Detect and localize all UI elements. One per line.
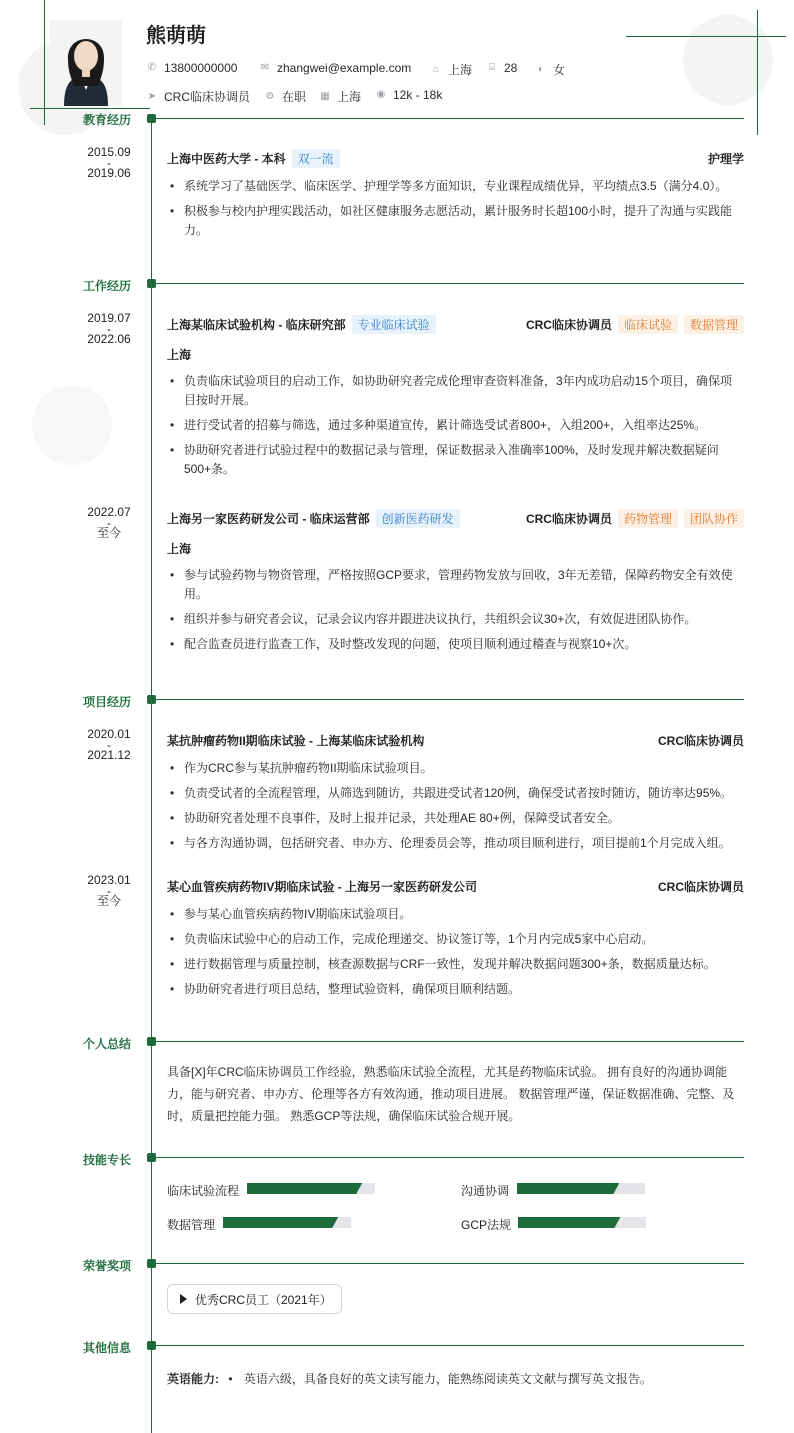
list-item: • 配合监查员进行监查工作，及时整改发现的问题，使项目顺利通过稽查与视察10+次。 [167,635,744,654]
email: ✉ zhangwei@example.com [260,61,412,75]
education-tag: 双一流 [292,149,340,168]
project-role: CRC临床协调员 [658,734,744,748]
decor-line [30,108,150,109]
skill-bar-fill [518,1217,620,1228]
education-date: 2015.09 - 2019.06 [87,145,131,180]
list-item: • 进行受试者的招募与筛选，通过多种渠道宣传，累计筛选受试者800+，入组200+，入组率达25%。 [167,416,744,435]
decor-line [44,0,45,125]
decor-line [626,36,786,37]
work-company: 上海某临床试验机构 - 临床研究部 专业临床试验 [167,315,436,334]
list-item: • 协助研究者处理不良事件，及时上报并记录，共处理AE 80+例，保障受试者安全。 [167,809,744,828]
section-title-education: 教育经历 [83,113,132,127]
skill-bar [517,1183,645,1194]
cake-icon: ⌸ [489,62,495,73]
coin-icon: ◉ [376,89,386,100]
education-major: 护理学 [707,152,744,166]
skill-name: 数据管理 [167,1218,216,1232]
home-icon: ⌂ [432,63,440,75]
work-bullets [167,372,744,485]
work-city: 上海 [167,542,192,556]
role-tag: 临床试验 [618,315,678,334]
timeline-dot [147,1153,156,1162]
job-target: ➤ CRC临床协调员 [147,90,250,104]
project-role: CRC临床协调员 [658,880,744,894]
project-date: 2020.01 - 2021.12 [87,727,131,762]
section-divider [156,118,744,119]
timeline-dot [147,1341,156,1350]
list-item: • 参与试验药物与物资管理，严格按照GCP要求，管理药物发放与回收，3年无差错，保障药物安全有效使用。 [167,566,744,604]
skill-name: 临床试验流程 [167,1184,240,1198]
education-school: 上海中医药大学 - 本科 双一流 [167,149,340,168]
project-title: 某心血管疾病药物IV期临床试验 - 上海另一家医药研发公司 [167,880,478,894]
play-triangle-icon [180,1294,187,1304]
list-item: • 组织并参与研究者会议，记录会议内容并跟进决议执行，共组织会议30+次，有效促进团队协作。 [167,610,744,629]
work-role: CRC临床协调员 临床试验 数据管理 [526,315,744,334]
gear-icon: ⚙ [265,90,275,102]
role-tag: 数据管理 [684,315,744,334]
other-info [167,1370,652,1387]
mail-icon: ✉ [260,62,270,73]
phone-icon: ✆ [147,62,157,73]
phone: ✆ 13800000000 [147,61,238,75]
job-status: ⚙ 在职 [265,90,307,104]
list-item: • 系统学习了基础医学、临床医学、护理学等多方面知识，专业课程成绩优异，平均绩点3.5（满分4.0）。 [167,177,744,196]
list-item: • 进行数据管理与质量控制，核查源数据与CRF一致性，发现并解决数据问题300+条，数据质量达标。 [167,955,744,974]
project-title: 某抗肿瘤药物II期临床试验 - 上海某临床试验机构 [167,734,425,748]
skill-bar-fill [247,1183,362,1194]
decor-line [757,10,758,135]
skill-name: GCP法规 [461,1218,512,1232]
timeline-dot [147,1037,156,1046]
other-label: 英语能力: [167,1372,219,1386]
skill-bar [247,1183,375,1194]
decor-circle [32,385,112,465]
avatar [50,20,122,106]
work-company: 上海另一家医药研发公司 - 临床运营部 创新医药研发 [167,509,460,528]
list-item: • 负责临床试验中心的启动工作，完成伦理递交、协议签订等，1个月内完成5家中心启动。 [167,930,744,949]
list-item: • 负责临床试验项目的启动工作，如协助研究者完成伦理审查资料准备，3年内成功启动15个项目，确保项目按时开展。 [167,372,744,410]
timeline-dot [147,1259,156,1268]
work-tag: 专业临床试验 [352,315,436,334]
education-bullets [167,177,744,246]
decor-circle [683,15,773,105]
work-tag: 创新医药研发 [376,509,460,528]
role-tag: 团队协作 [684,509,744,528]
project-date: 2023.01 - 至今 [87,873,131,908]
section-title-other: 其他信息 [83,1341,132,1355]
list-item: • 参与某心血管疾病药物IV期临床试验项目。 [167,905,744,924]
list-item: • 协助研究者进行试验过程中的数据记录与管理，保证数据录入准确率100%，及时发现并解决数据疑问500+条。 [167,441,744,479]
building-icon: ▦ [320,90,330,102]
section-divider [156,699,744,700]
section-divider [156,283,744,284]
list-item: • 作为CRC参与某抗肿瘤药物II期临床试验项目。 [167,759,744,778]
hometown: ⌂ 上海 [430,61,472,78]
gender: ◐ 女 [535,61,565,78]
other-value: 英语六级，具备良好的英文读写能力，能熟练阅读英文文献与撰写英文报告。 [243,1372,652,1386]
work-city: 上海 [167,348,192,362]
skill-bar-fill [517,1183,619,1194]
summary-text: 具备[X]年CRC临床协调员工作经验，熟悉临床试验全流程，尤其是药物临床试验。 拥有良好的沟通协调能力，能与研究者、申办方、伦理等各方有效沟通，推动项目进展。 数据管理严谨，保证数据准确、完整、及时，质量把控能力强。 熟悉GCP等法规，确保临床试验合规开展。 [167,1065,735,1123]
section-divider [156,1157,744,1158]
section-title-skills: 技能专长 [83,1153,132,1167]
section-title-summary: 个人总结 [83,1037,132,1051]
target-city: ▦ 上海 [320,90,362,104]
section-divider [156,1345,744,1346]
send-icon: ➤ [147,90,157,102]
work-date: 2019.07 - 2022.06 [87,311,131,346]
project-bullets [167,905,744,1005]
work-date: 2022.07 - 至今 [87,505,131,540]
list-item: • 与各方沟通协调，包括研究者、申办方、伦理委员会等，推动项目顺利进行，项目提前1个月完成入组。 [167,834,744,853]
skill-bar [518,1217,646,1228]
skill-name: 沟通协调 [461,1184,510,1198]
section-title-projects: 项目经历 [83,695,132,709]
timeline-line [151,114,152,1433]
project-bullets [167,759,744,859]
candidate-name: 熊萌萌 [146,25,206,47]
age: ⌸ 28 [486,61,517,75]
award-item[interactable]: 优秀CRC员工（2021年） [167,1284,342,1314]
timeline-dot [147,114,156,123]
role-tag: 药物管理 [618,509,678,528]
list-item: • 协助研究者进行项目总结，整理试验资料，确保项目顺利结题。 [167,980,744,999]
bullet-dot: • [228,1372,233,1386]
list-item: • 积极参与校内护理实践活动，如社区健康服务志愿活动，累计服务时长超100小时，提升了沟通与实践能力。 [167,202,744,240]
timeline-dot [147,695,156,704]
timeline-dot [147,279,156,288]
salary: ◉ 12k - 18k [376,88,443,102]
list-item: • 负责受试者的全流程管理，从筛选到随访，共跟进受试者120例，确保受试者按时随访，随访率达95%。 [167,784,744,803]
section-title-work: 工作经历 [83,279,132,293]
gender-icon: ◐ [537,63,545,75]
section-title-awards: 荣誉奖项 [83,1259,132,1273]
section-divider [156,1041,744,1042]
work-role: CRC临床协调员 药物管理 团队协作 [526,509,744,528]
skill-bar [223,1217,351,1228]
section-divider [156,1263,744,1264]
skill-bar-fill [223,1217,338,1228]
work-bullets [167,566,744,660]
